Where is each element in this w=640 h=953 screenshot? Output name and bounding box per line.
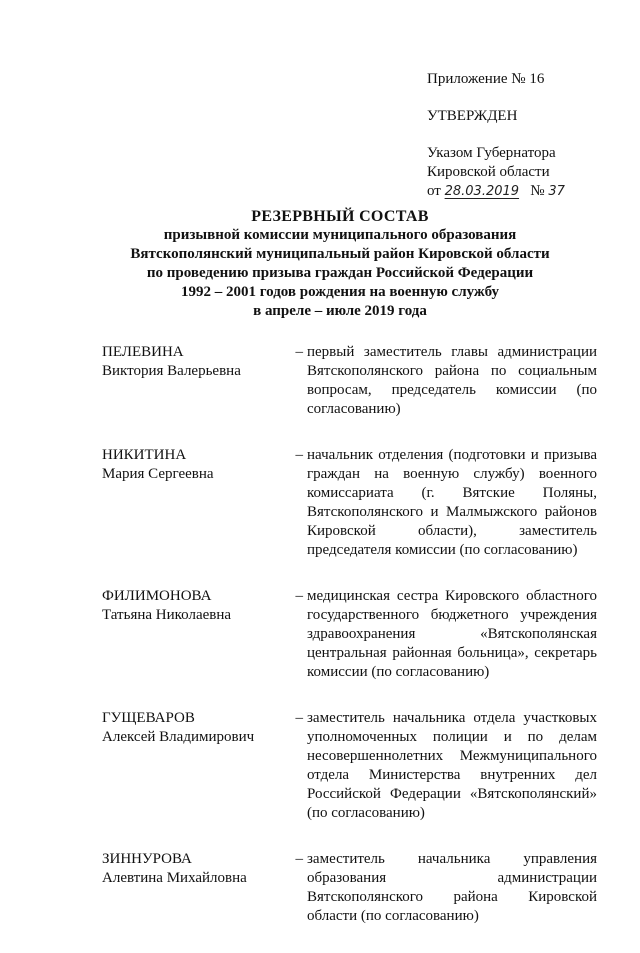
member-dash: –: [295, 710, 303, 726]
title-main: РЕЗЕРВНЫЙ СОСТАВ: [251, 208, 429, 225]
member-given-names: Алексей Владимирович: [102, 729, 255, 745]
approval-block: [427, 70, 627, 201]
member-name: [102, 587, 285, 682]
member-name: [102, 343, 285, 419]
member-name: [102, 709, 285, 823]
member-entry: [102, 850, 602, 926]
handwritten-date: 28.03.2019: [444, 184, 520, 199]
member-given-names: Виктория Валерьевна: [102, 363, 241, 379]
decree-line-1: Указом Губернатора: [427, 145, 556, 161]
member-surname: ПЕЛЕВИНА: [102, 344, 184, 360]
handwritten-number: 37: [548, 184, 565, 199]
member-entry: [102, 343, 602, 419]
document-title: [60, 207, 620, 321]
member-role: заместитель начальника отдела участковых уполномоченных полиции и по делам несовершеннолетних Межмуниципального отдела Министерства внутренних дел Российской Федерации «Вятскополянский» (по согласованию): [307, 710, 597, 821]
title-line: Вятскополянский муниципальный район Кировской области: [130, 246, 550, 262]
member-surname: НИКИТИНА: [102, 447, 187, 463]
member-entry: [102, 446, 602, 560]
member-role: начальник отделения (подготовки и призыва граждан на военную службу) военного комиссариата (г. Вятские Поляны, Вятскополянского и Малмыжского районов Кировской области), заместитель председателя комиссии (по согласованию): [307, 447, 597, 558]
date-prefix: от: [427, 183, 441, 199]
member-given-names: Татьяна Николаевна: [102, 607, 232, 623]
member-surname: ФИЛИМОНОВА: [102, 588, 212, 604]
title-line: по проведению призыва граждан Российской Федерации: [146, 265, 534, 281]
member-dash: –: [295, 851, 303, 867]
decree-line-2: Кировской области: [427, 164, 550, 180]
member-role: медицинская сестра Кировского областного государственного бюджетного учреждения здравоохранения «Вятскополянская центральная районная больница», секретарь комиссии (по согласованию): [307, 588, 597, 680]
member-role: заместитель начальника управления образования администрации Вятскополянского района Кировской области (по согласованию): [307, 851, 597, 924]
title-line: в апреле – июле 2019 года: [253, 303, 427, 319]
member-surname: ЗИННУРОВА: [102, 851, 192, 867]
member-given-names: Алевтина Михайловна: [102, 870, 247, 886]
member-entry: [102, 709, 602, 823]
member-name: [102, 850, 285, 926]
title-line: призывной комиссии муниципального образования: [163, 227, 517, 243]
member-dash: –: [295, 344, 303, 360]
member-entry: [102, 587, 602, 682]
number-prefix: №: [530, 183, 545, 199]
member-name: [102, 446, 285, 560]
approved-label: УТВЕРЖДЕН: [427, 108, 518, 124]
members-list: [102, 343, 602, 953]
decree-date-line: [427, 182, 627, 201]
member-surname: ГУЩЕВАРОВ: [102, 710, 195, 726]
member-given-names: Мария Сергеевна: [102, 466, 214, 482]
member-role: первый заместитель главы администрации Вятскополянского района по социальным вопросам, председатель комиссии (по согласованию): [307, 344, 597, 417]
member-dash: –: [295, 447, 303, 463]
member-dash: –: [295, 588, 303, 604]
title-line: 1992 – 2001 годов рождения на военную службу: [180, 284, 500, 300]
appendix-label: Приложение № 16: [427, 71, 545, 87]
